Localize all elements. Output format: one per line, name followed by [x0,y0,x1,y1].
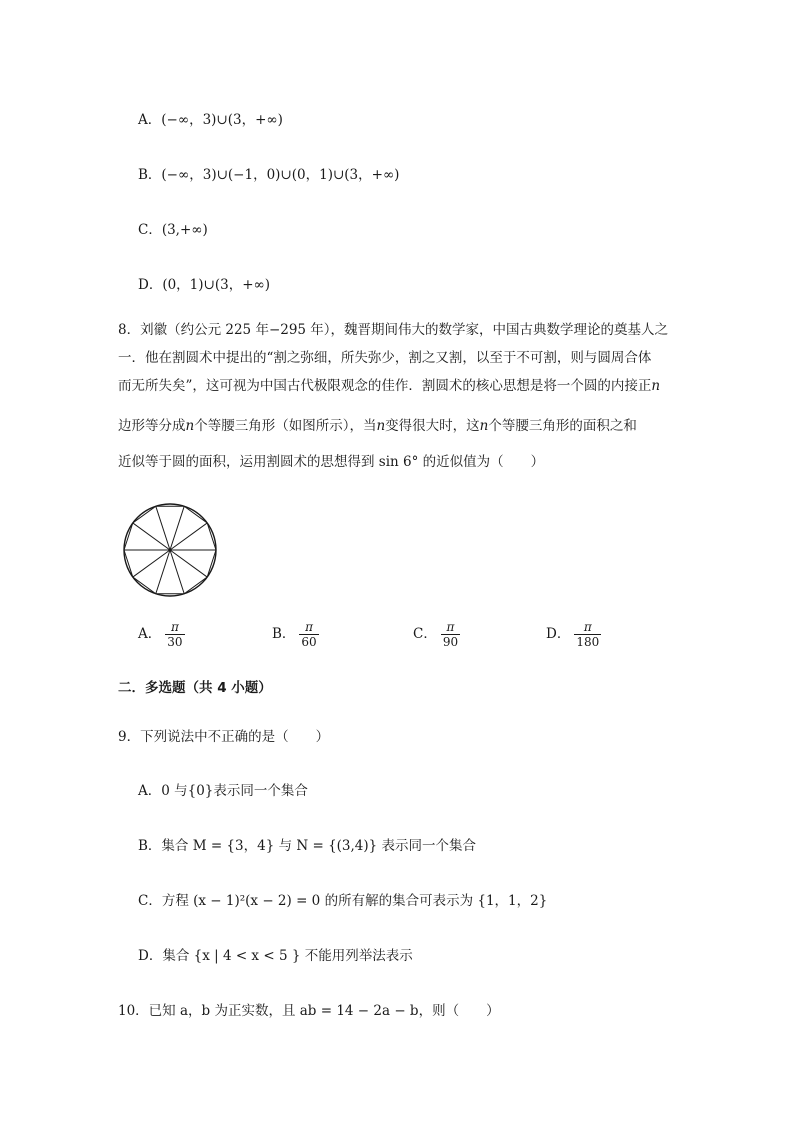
q8-line-3 [118,372,660,400]
q8-choice-b [272,620,319,649]
q7-option-c: C．(3,+∞) [138,222,208,238]
choice-label: D． [546,626,571,642]
fraction [441,620,460,649]
q8-line-4-a: 边形等分成 [118,418,186,434]
q8-line-3-text: 而无所失矣”，这可视为中国古代极限观念的佳作．割圆术的核心思想是将一个圆的内接正 [118,378,652,394]
spoke-line [133,550,170,577]
q8-choice-d [546,620,601,649]
fraction [165,620,184,649]
q8-line-4-d: 个等腰三角形的面积之和 [488,418,637,434]
q8-choice-c [413,620,460,649]
q9-option-d: D．集合 {x | 4 < x < 5 } 不能用列举法表示 [138,948,413,964]
q7-option-a: A．(−∞，3)∪(3，+∞) [138,112,283,128]
choice-label: B． [272,626,296,642]
fraction-denominator: 90 [442,635,459,649]
fraction-denominator: 180 [576,635,600,649]
spoke-line [170,523,207,550]
q7-option-d: D．(0，1)∪(3，+∞) [138,277,271,293]
spoke-line [156,550,170,594]
var-n: n [651,378,661,394]
spoke-line [170,506,184,550]
choice-label: A． [138,626,162,642]
q8-line-4 [118,412,637,440]
inscribed-polygon-figure [120,503,220,603]
q8-line-2: 一．他在割圆术中提出的“割之弥细，所失弥少，割之又割，以至于不可割，则与圆周合体 [118,350,652,366]
spoke-line [156,506,170,550]
q8-line-4-c: 变得很大时，这 [385,418,480,434]
q8-choice-a [138,620,185,649]
var-n: n [479,418,489,434]
spoke-line [170,550,184,594]
section-2-title: 二．多选题（共 4 小题） [118,680,272,696]
fraction-denominator: 60 [301,635,317,649]
fraction-numerator: π [574,620,601,635]
spoke-line [170,550,207,577]
q7-option-b: B．(−∞，3)∪(−1，0)∪(0，1)∪(3，+∞) [138,167,400,183]
var-n: n [185,418,195,434]
q8-line-4-b: 个等腰三角形（如图所示），当 [194,418,377,434]
fraction-numerator: π [299,620,318,635]
choice-label: C． [413,626,437,642]
q9-option-a: A．0 与{0}表示同一个集合 [138,783,308,799]
q8-line-5: 近似等于圆的面积，运用割圆术的思想得到 sin 6° 的近似值为（ ） [118,454,545,470]
fraction [299,620,318,649]
fraction [574,620,601,649]
spoke-line [133,523,170,550]
figure-polygon [124,506,216,593]
var-n: n [376,418,386,434]
q9-stem: 9．下列说法中不正确的是（ ） [118,729,330,745]
fraction-numerator: π [441,620,460,635]
q9-option-c: C．方程 (x − 1)²(x − 2) = 0 的所有解的集合可表示为 {1，1，2} [138,893,548,909]
q9-option-b: B．集合 M = {3，4} 与 N = {(3,4)} 表示同一个集合 [138,838,477,854]
fraction-denominator: 30 [167,635,183,649]
q10-stem: 10．已知 a，b 为正实数，且 ab = 14 − 2a − b，则（ ） [118,1003,500,1019]
q8-line-1: 8．刘徽（约公元 225 年−295 年），魏晋期间伟大的数学家，中国古典数学理论的奠基人之 [118,322,669,338]
fraction-numerator: π [165,620,184,635]
